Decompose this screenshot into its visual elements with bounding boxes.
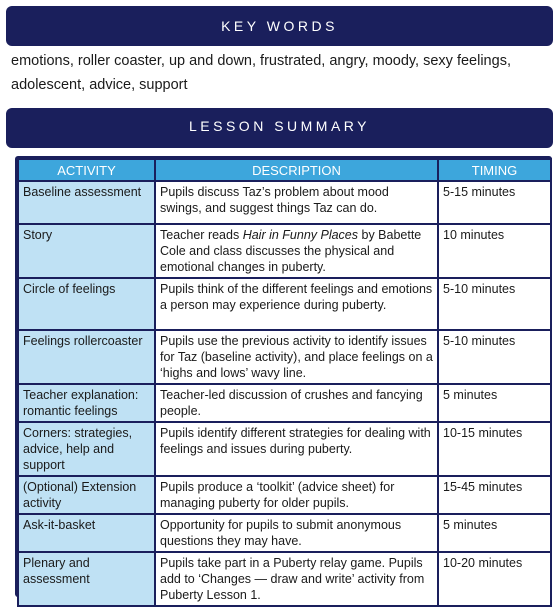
timing-cell: 5-10 minutes [438,330,551,384]
description-cell: Pupils think of the different feelings and emotions a person may experience during puberty. [155,278,438,330]
table-row [18,181,551,224]
activity-cell: Corners: strategies, advice, help and support [18,422,155,476]
description-cell: Opportunity for pupils to submit anonymous questions they may have. [155,514,438,552]
description-cell: Pupils use the previous activity to identify issues for Taz (baseline activity), and place feelings on a ‘highs and lows’ wavy line. [155,330,438,384]
column-header-timing: TIMING [438,159,551,181]
description-cell: Pupils identify different strategies for dealing with feelings and issues during puberty. [155,422,438,476]
description-text: by Babette Cole and class discusses the physical and emotional changes in puberty. [160,228,422,274]
key-words-text: emotions, roller coaster, up and down, frustrated, angry, moody, sexy feelings, adolescent, advice, support [11,53,511,93]
lesson-summary-table-frame [15,156,552,602]
description-text: Teacher reads [160,228,243,242]
timing-cell: 15-45 minutes [438,476,551,514]
key-words-banner [6,6,553,46]
timing-cell: 10 minutes [438,224,551,278]
lesson-summary-table [17,158,552,607]
table-row [18,476,551,514]
table-row [18,514,551,552]
description-cell: Pupils discuss Taz’s problem about mood swings, and suggest things Taz can do. [155,181,438,224]
lesson-summary-banner [6,108,553,148]
timing-cell: 5-15 minutes [438,181,551,224]
table-row [18,330,551,384]
activity-cell: Baseline assessment [18,181,155,224]
timing-cell: 5 minutes [438,514,551,552]
description-cell [155,224,438,278]
table-row [18,224,551,278]
description-cell: Pupils produce a ‘toolkit’ (advice sheet) for managing puberty for older pupils. [155,476,438,514]
activity-cell: Story [18,224,155,278]
table-row [18,278,551,330]
table-row [18,552,551,606]
column-header-activity: ACTIVITY [18,159,155,181]
lesson-summary-heading: LESSON SUMMARY [189,118,370,134]
table-row [18,384,551,422]
table-header-row [18,159,551,181]
activity-cell: (Optional) Extension activity [18,476,155,514]
description-cell: Teacher-led discussion of crushes and fancying people. [155,384,438,422]
book-title: Hair in Funny Places [242,228,359,242]
activity-cell: Feelings rollercoaster [18,330,155,384]
table-row [18,422,551,476]
timing-cell: 10-20 minutes [438,552,551,606]
column-header-description: DESCRIPTION [155,159,438,181]
timing-cell: 5-10 minutes [438,278,551,330]
description-cell: Pupils take part in a Puberty relay game. Pupils add to ‘Changes — draw and write’ activity from Puberty Lesson 1. [155,552,438,606]
timing-cell: 10-15 minutes [438,422,551,476]
activity-cell: Ask-it-basket [18,514,155,552]
activity-cell: Teacher explanation: romantic feelings [18,384,155,422]
activity-cell: Circle of feelings [18,278,155,330]
key-words-heading: KEY WORDS [221,18,338,34]
activity-cell: Plenary and assessment [18,552,155,606]
timing-cell: 5 minutes [438,384,551,422]
